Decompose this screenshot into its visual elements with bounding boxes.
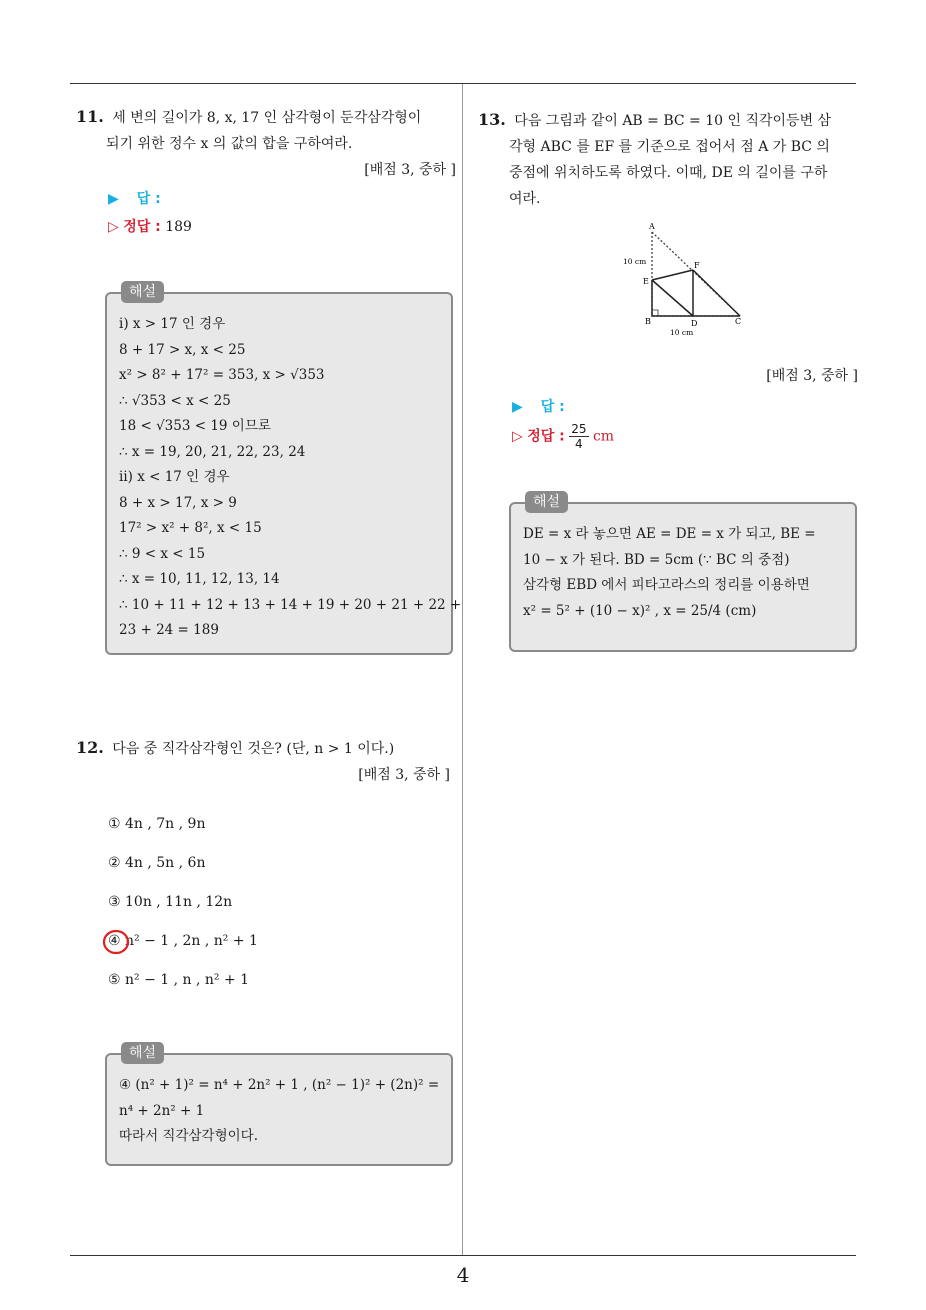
figure-label-c: C xyxy=(735,317,742,326)
question-12 xyxy=(76,735,450,788)
folded-triangle-figure xyxy=(618,220,758,340)
choice-3[interactable]: ③ 10n , 11n , 12n xyxy=(108,894,233,910)
column-divider xyxy=(462,84,463,1256)
choice-2[interactable]: ② 4n , 5n , 6n xyxy=(108,855,206,871)
correct-label: 정답 : xyxy=(123,219,161,235)
explanation-line: ∴ x = 19, 20, 21, 22, 23, 24 xyxy=(119,443,306,460)
question-13-line4: 여라. xyxy=(509,191,541,207)
question-13-line2: 각형 ABC 를 EF 를 기준으로 접어서 점 A 가 BC 의 xyxy=(509,139,830,155)
explanation-line: 삼각형 EBD 에서 피타고라스의 정리를 이용하면 xyxy=(523,577,810,593)
top-rule xyxy=(70,83,856,84)
explanation-line: ∴ 9 < x < 15 xyxy=(119,545,206,562)
explanation-line: 8 + 17 > x, x < 25 xyxy=(119,341,246,358)
bottom-rule xyxy=(70,1255,856,1256)
explanation-tag: 해설 xyxy=(121,1042,164,1064)
explanation-body xyxy=(107,1055,451,1158)
question-13-line1 xyxy=(478,107,860,134)
question-12-line1 xyxy=(76,735,450,762)
explanation-line: 8 + x > 17, x > 9 xyxy=(119,494,237,511)
explanation-line: DE = x 라 놓으면 AE = DE = x 가 되고, BE = xyxy=(523,526,816,542)
question-number: 12. xyxy=(76,738,104,757)
question-text: 다음 중 직각삼각형인 것은? (단, n > 1 이다.) xyxy=(112,741,395,757)
page-number: 4 xyxy=(456,1263,470,1287)
score-meta: [배점 3, 중하 ] xyxy=(766,368,858,384)
choice-4[interactable]: ④ n² − 1 , 2n , n² + 1 xyxy=(108,933,258,949)
score-meta: [배점 3, 중하 ] xyxy=(364,162,456,178)
explanation-line: 18 < √353 < 19 이므로 xyxy=(119,418,271,434)
correct-answer-row xyxy=(108,214,408,240)
figure-side-bc: 10 cm xyxy=(670,328,694,337)
choice-5[interactable]: ⑤ n² − 1 , n , n² + 1 xyxy=(108,972,250,988)
figure-label-b: B xyxy=(645,317,651,326)
question-text: 다음 그림과 같이 AB = BC = 10 인 직각이등변 삼 xyxy=(514,113,832,129)
explanation-line: 17² > x² + 8², x < 15 xyxy=(119,520,262,536)
question-11-line2: 되기 위한 정수 x 의 값의 합을 구하여라. xyxy=(106,136,353,152)
correct-choice-circle-icon xyxy=(100,927,134,957)
question-13-meta xyxy=(478,363,858,389)
answer-label: 답 : xyxy=(540,399,565,415)
question-11-line1 xyxy=(76,104,456,131)
correct-label: 정답 : xyxy=(527,428,565,445)
explanation-line: 23 + 24 = 189 xyxy=(119,622,219,638)
question-13-line3: 중점에 위치하도록 하였다. 이때, DE 의 길이를 구하 xyxy=(509,165,828,181)
figure-label-d: D xyxy=(691,319,698,328)
answer-row xyxy=(108,186,408,212)
figure-side-ab: 10 cm xyxy=(623,257,647,266)
play-triangle-icon: ▶ xyxy=(512,399,523,415)
question-text: 세 변의 길이가 8, x, 17 인 삼각형이 둔각삼각형이 xyxy=(112,110,422,126)
explanation-box-13 xyxy=(509,494,857,652)
explanation-box-11 xyxy=(105,284,462,655)
question-number: 13. xyxy=(478,110,506,129)
explanation-line: ④ (n² + 1)² = n⁴ + 2n² + 1 , (n² − 1)² + (2n)² = xyxy=(119,1077,440,1093)
figure-label-f: F xyxy=(694,261,700,270)
explanation-line: x² > 8² + 17² = 353, x > √353 xyxy=(119,367,325,383)
explanation-line: 따라서 직각삼각형이다. xyxy=(119,1128,258,1144)
figure-label-a: A xyxy=(649,222,655,231)
explanation-line: 10 − x 가 된다. BD = 5cm (∵ BC 의 중점) xyxy=(523,551,790,568)
question-11-answers xyxy=(108,186,408,240)
score-meta: [배점 3, 중하 ] xyxy=(358,767,450,783)
outline-triangle-icon: ▷ xyxy=(108,219,119,235)
correct-fraction xyxy=(569,422,588,451)
question-number: 11. xyxy=(76,107,104,126)
question-13-answers xyxy=(512,394,812,451)
answer-label: 답 : xyxy=(136,191,161,207)
explanation-line: ∴ 10 + 11 + 12 + 13 + 14 + 19 + 20 + 21 + 22 + xyxy=(119,596,462,613)
correct-answer-row xyxy=(512,422,812,451)
correct-unit: cm xyxy=(592,428,615,445)
explanation-line: n⁴ + 2n² + 1 xyxy=(119,1102,205,1119)
explanation-line: ∴ √353 < x < 25 xyxy=(119,392,231,409)
explanation-line: ⅱ) x < 17 인 경우 xyxy=(119,469,230,485)
correct-value: 189 xyxy=(165,219,192,235)
explanation-line: ∴ x = 10, 11, 12, 13, 14 xyxy=(119,571,280,587)
explanation-line: x² = 5² + (10 − x)² , x = 25/4 (cm) xyxy=(523,602,757,619)
play-triangle-icon: ▶ xyxy=(108,191,119,207)
fraction-denominator: 4 xyxy=(575,437,583,451)
explanation-tag: 해설 xyxy=(121,281,164,303)
answer-row xyxy=(512,394,812,420)
explanation-body xyxy=(511,504,855,632)
question-13 xyxy=(478,107,860,212)
fraction-numerator: 25 xyxy=(571,422,587,436)
figure-label-e: E xyxy=(643,277,649,286)
explanation-body xyxy=(107,294,462,652)
explanation-line: ⅰ) x > 17 인 경우 xyxy=(119,316,226,332)
explanation-tag: 해설 xyxy=(525,491,568,513)
question-11 xyxy=(76,104,456,183)
outline-triangle-icon: ▷ xyxy=(512,428,523,445)
choice-1[interactable]: ① 4n , 7n , 9n xyxy=(108,816,206,832)
explanation-box-12 xyxy=(105,1045,453,1166)
